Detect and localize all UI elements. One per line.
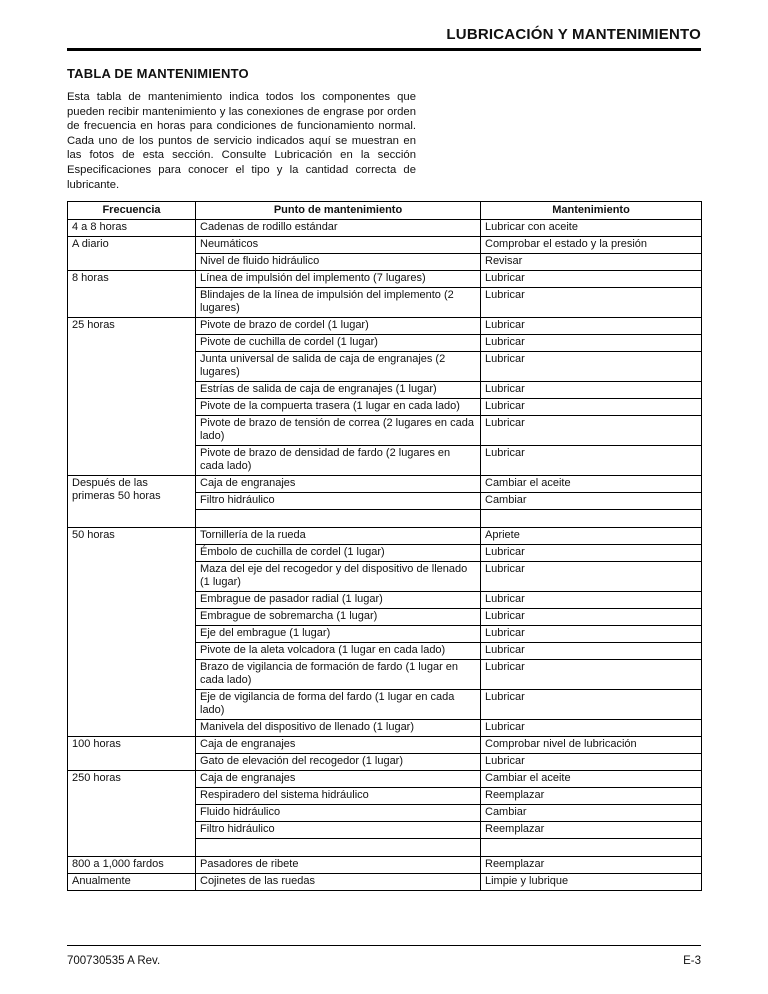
point-cell: Junta universal de salida de caja de engranajes (2 lugares) (196, 352, 481, 382)
table-row (68, 857, 702, 874)
point-cell: Filtro hidráulico (196, 822, 481, 839)
frequency-cell: 8 horas (68, 271, 196, 318)
maintenance-cell: Lubricar (481, 318, 702, 335)
point-cell: Pivote de brazo de densidad de fardo (2 lugares en cada lado) (196, 446, 481, 476)
maintenance-cell: Lubricar (481, 352, 702, 382)
maintenance-cell: Cambiar el aceite (481, 476, 702, 493)
point-cell: Pivote de cuchilla de cordel (1 lugar) (196, 335, 481, 352)
table-row (68, 771, 702, 788)
maintenance-cell: Lubricar (481, 382, 702, 399)
point-cell: Embrague de pasador radial (1 lugar) (196, 592, 481, 609)
table-row (68, 220, 702, 237)
header-divider (67, 48, 701, 51)
maintenance-cell: Cambiar (481, 805, 702, 822)
frequency-cell: 50 horas (68, 528, 196, 737)
maintenance-cell: Limpie y lubrique (481, 874, 702, 891)
maintenance-cell: Lubricar (481, 754, 702, 771)
footer-page-number: E-3 (683, 955, 701, 967)
frequency-cell: 800 a 1,000 fardos (68, 857, 196, 874)
frequency-cell: A diario (68, 237, 196, 271)
maintenance-cell: Lubricar (481, 335, 702, 352)
maintenance-cell: Lubricar (481, 690, 702, 720)
frequency-cell: 4 a 8 horas (68, 220, 196, 237)
maintenance-cell: Lubricar (481, 545, 702, 562)
point-cell: Respiradero del sistema hidráulico (196, 788, 481, 805)
point-cell: Gato de elevación del recogedor (1 lugar) (196, 754, 481, 771)
point-cell: Filtro hidráulico (196, 493, 481, 510)
point-cell: Brazo de vigilancia de formación de fardo (1 lugar en cada lado) (196, 660, 481, 690)
point-cell: Línea de impulsión del implemento (7 lugares) (196, 271, 481, 288)
maintenance-cell: Cambiar (481, 493, 702, 510)
point-cell: Émbolo de cuchilla de cordel (1 lugar) (196, 545, 481, 562)
maintenance-cell (481, 839, 702, 857)
maintenance-cell: Revisar (481, 254, 702, 271)
maintenance-cell: Lubricar (481, 446, 702, 476)
point-cell: Pivote de la aleta volcadora (1 lugar en cada lado) (196, 643, 481, 660)
point-cell: Embrague de sobremarcha (1 lugar) (196, 609, 481, 626)
table-row (68, 528, 702, 545)
point-cell: Caja de engranajes (196, 737, 481, 754)
table-row (68, 476, 702, 493)
point-cell: Caja de engranajes (196, 771, 481, 788)
column-header: Punto de mantenimiento (196, 202, 481, 220)
column-header: Mantenimiento (481, 202, 702, 220)
point-cell: Eje del embrague (1 lugar) (196, 626, 481, 643)
page-footer (67, 945, 701, 967)
maintenance-cell: Comprobar nivel de lubricación (481, 737, 702, 754)
table-row (68, 737, 702, 754)
footer-doc-number: 700730535 A Rev. (67, 955, 161, 967)
frequency-cell: 250 horas (68, 771, 196, 857)
maintenance-cell: Lubricar (481, 271, 702, 288)
maintenance-cell: Lubricar (481, 660, 702, 690)
table-row (68, 271, 702, 288)
maintenance-cell: Lubricar (481, 399, 702, 416)
table-row (68, 237, 702, 254)
maintenance-cell: Lubricar (481, 416, 702, 446)
frequency-cell: 25 horas (68, 318, 196, 476)
maintenance-cell: Lubricar (481, 720, 702, 737)
table-header-row (68, 202, 702, 220)
maintenance-cell: Lubricar (481, 562, 702, 592)
point-cell: Estrías de salida de caja de engranajes (1 lugar) (196, 382, 481, 399)
maintenance-cell: Lubricar (481, 643, 702, 660)
maintenance-cell: Lubricar (481, 609, 702, 626)
point-cell (196, 510, 481, 528)
point-cell: Caja de engranajes (196, 476, 481, 493)
maintenance-cell: Lubricar (481, 592, 702, 609)
point-cell: Maza del eje del recogedor y del dispositivo de llenado (1 lugar) (196, 562, 481, 592)
maintenance-cell: Lubricar (481, 626, 702, 643)
point-cell: Tornillería de la rueda (196, 528, 481, 545)
point-cell: Pasadores de ribete (196, 857, 481, 874)
maintenance-cell: Cambiar el aceite (481, 771, 702, 788)
section-title: TABLA DE MANTENIMIENTO (67, 66, 249, 81)
point-cell: Fluido hidráulico (196, 805, 481, 822)
table-row (68, 318, 702, 335)
point-cell: Nivel de fluido hidráulico (196, 254, 481, 271)
frequency-cell: 100 horas (68, 737, 196, 771)
point-cell: Eje de vigilancia de forma del fardo (1 lugar en cada lado) (196, 690, 481, 720)
frequency-cell: Después de las primeras 50 horas (68, 476, 196, 528)
point-cell: Manivela del dispositivo de llenado (1 lugar) (196, 720, 481, 737)
column-header: Frecuencia (68, 202, 196, 220)
maintenance-cell: Reemplazar (481, 788, 702, 805)
maintenance-cell: Reemplazar (481, 857, 702, 874)
maintenance-table (67, 201, 702, 891)
table-row (68, 874, 702, 891)
maintenance-cell: Reemplazar (481, 822, 702, 839)
point-cell: Pivote de brazo de cordel (1 lugar) (196, 318, 481, 335)
maintenance-cell: Lubricar con aceite (481, 220, 702, 237)
maintenance-cell: Apriete (481, 528, 702, 545)
point-cell: Pivote de brazo de tensión de correa (2 lugares en cada lado) (196, 416, 481, 446)
maintenance-cell: Lubricar (481, 288, 702, 318)
maintenance-cell: Comprobar el estado y la presión (481, 237, 702, 254)
point-cell: Cadenas de rodillo estándar (196, 220, 481, 237)
point-cell: Pivote de la compuerta trasera (1 lugar en cada lado) (196, 399, 481, 416)
point-cell: Blindajes de la línea de impulsión del implemento (2 lugares) (196, 288, 481, 318)
maintenance-cell (481, 510, 702, 528)
point-cell: Cojinetes de las ruedas (196, 874, 481, 891)
point-cell: Neumáticos (196, 237, 481, 254)
frequency-cell: Anualmente (68, 874, 196, 891)
intro-paragraph: Esta tabla de mantenimiento indica todos los componentes que pueden recibir mantenimiento y las conexiones de engrase por orden de frecuencia en horas para condiciones de funcionamiento normal. Cada uno de los puntos de servicio indicados aquí se muestran en las fotos de esta sección. Consulte Lubricación en la sección Especificaciones para conocer el tipo y la cantidad correcta de lubricante. (67, 91, 416, 191)
point-cell (196, 839, 481, 857)
page-header-title: LUBRICACIÓN Y MANTENIMIENTO (446, 26, 701, 43)
